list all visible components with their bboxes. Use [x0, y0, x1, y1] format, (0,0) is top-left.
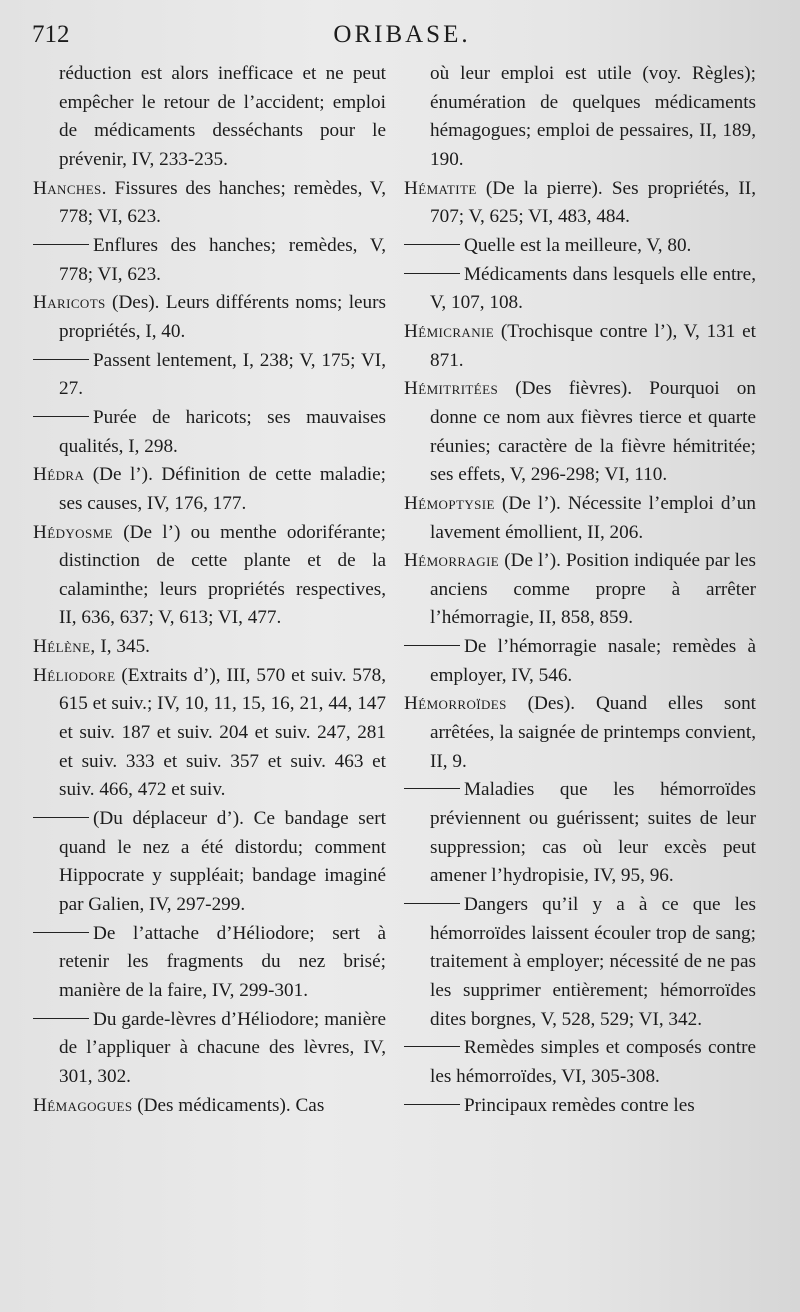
entry-headword: Hédra	[33, 464, 85, 486]
entry-text: Purée de haricots; ses mauvaises qualités, I, 298.	[59, 406, 386, 457]
repeat-dash	[404, 1104, 460, 1105]
index-entry	[33, 404, 386, 461]
index-entry	[404, 776, 756, 891]
entry-headword: Hédyosme	[33, 521, 113, 543]
entry-headword: Hémagogues	[33, 1094, 133, 1116]
index-entry	[33, 519, 386, 634]
index-entry	[33, 175, 386, 232]
entry-text: Du garde-lèvres d’Héliodore; manière de l’appliquer à chacune des lèvres, IV, 301, 302.	[59, 1008, 386, 1087]
entry-headword: Hémorragie	[404, 550, 500, 572]
entry-text: (De l’). Définition de cette maladie; ses causes, IV, 176, 177.	[59, 464, 386, 514]
entry-text: De l’hémorragie nasale; remèdes à employer, IV, 546.	[430, 636, 756, 686]
entry-text: (De l’). Nécessite l’emploi d’un lavement émollient, II, 206.	[430, 492, 756, 543]
index-entry	[404, 318, 756, 375]
page-number: 712	[32, 21, 70, 48]
entry-headword: Hématite	[404, 177, 477, 199]
repeat-dash	[404, 903, 460, 904]
entry-text: Quelle est la meilleure, V, 80.	[464, 234, 692, 256]
index-entry	[33, 1092, 386, 1121]
index-entry	[404, 633, 756, 690]
index-entry	[33, 289, 386, 346]
entry-text: (Trochisque contre l’), V, 131 et 871.	[430, 320, 756, 371]
entry-text: (Des médicaments). Cas	[132, 1094, 325, 1116]
index-entry	[404, 490, 756, 547]
index-entry	[404, 547, 756, 633]
entry-text: (De la pierre). Ses propriétés, II, 707; V, 625; VI, 483, 484.	[430, 177, 756, 228]
entry-text: Dangers qu’il y a à ce que les hémorroïdes laissent écouler trop de sang; traitement à employer; nécessité de ne pas les supprimer entièrement; hémorroïdes dites borgnes, V, 528, 529; VI, 342.	[430, 894, 756, 1030]
entry-text: Maladies que les hémorroïdes préviennent ou guérissent; suites de leur suppression; cas où leur excès peut amener l’hydropisie, IV, 95, 96.	[430, 779, 756, 887]
page-header	[32, 18, 772, 52]
entry-text: De l’attache d’Héliodore; sert à retenir les fragments du nez brisé; manière de la faire, IV, 299-301.	[59, 922, 386, 1001]
index-entry	[33, 633, 386, 662]
index-entry	[404, 375, 756, 490]
entry-text: Médicaments dans lesquels elle entre, V, 107, 108.	[430, 263, 756, 314]
index-entry	[33, 1006, 386, 1092]
index-entry	[404, 60, 756, 175]
index-entry	[404, 891, 756, 1034]
index-entry	[33, 461, 386, 518]
index-entry	[33, 347, 386, 404]
entry-headword: Hanches.	[33, 177, 107, 199]
entry-text: Passent lentement, I, 238; V, 175; VI, 27.	[59, 349, 386, 400]
entry-text: (Du déplaceur d’). Ce bandage sert quand le nez a été distordu; comment Hippocrate y suppléait; bandage imaginé par Galien, IV, 297-299.	[59, 808, 386, 916]
entry-headword: Hélène,	[33, 636, 96, 658]
entry-text: où leur emploi est utile (voy. Règles); énumération de quelques médicaments hémagogues; emploi de pessaires, II, 189, 190.	[430, 63, 756, 170]
index-entry	[404, 690, 756, 776]
repeat-dash	[33, 1018, 89, 1019]
entry-text: Principaux remèdes contre les	[464, 1094, 695, 1116]
index-entry	[33, 662, 386, 805]
entry-text: Enflures des hanches; remèdes, V, 778; VI, 623.	[59, 234, 386, 285]
entry-text: (Des fièvres). Pourquoi on donne ce nom aux fièvres tierce et quarte réunies; caractère de la fièvre hémitritée; ses effets, V, 296-298; VI, 110.	[430, 378, 756, 486]
entry-headword: Hémoptysie	[404, 492, 495, 514]
entry-headword: Héliodore	[33, 664, 116, 686]
running-title: ORIBASE.	[333, 21, 471, 48]
entry-text: I, 345.	[95, 636, 150, 658]
entry-text: Remèdes simples et composés contre les hémorroïdes, VI, 305-308.	[430, 1037, 756, 1087]
repeat-dash	[404, 273, 460, 274]
repeat-dash	[33, 359, 89, 360]
index-entry	[404, 1034, 756, 1091]
repeat-dash	[404, 1046, 460, 1047]
entry-headword: Hémorroïdes	[404, 693, 507, 715]
repeat-dash	[404, 244, 460, 245]
entry-headword: Haricots	[33, 292, 106, 314]
right-column	[404, 60, 756, 1120]
repeat-dash	[33, 416, 89, 417]
entry-headword: Hémitritées	[404, 378, 499, 400]
index-entry	[33, 805, 386, 920]
entry-text: (Des). Quand elles sont arrêtées, la saignée de printemps convient, II, 9.	[430, 693, 756, 772]
entry-headword: Hémicranie	[404, 320, 495, 342]
index-entry	[33, 60, 386, 175]
left-column	[33, 60, 386, 1120]
repeat-dash	[33, 932, 89, 933]
repeat-dash	[33, 244, 89, 245]
repeat-dash	[33, 817, 89, 818]
index-entry	[404, 1092, 756, 1121]
entry-text: (Extraits d’), III, 570 et suiv. 578, 615 et suiv.; IV, 10, 11, 15, 16, 21, 44, 147 et suiv. 187 et suiv. 204 et suiv. 247, 281 et suiv. 333 et suiv. 357 et suiv. 463 et suiv. 466, 472 et suiv.	[59, 664, 386, 801]
index-entry	[33, 920, 386, 1006]
index-entry	[33, 232, 386, 289]
entry-text: (Des). Leurs différents noms; leurs propriétés, I, 40.	[59, 292, 386, 342]
entry-text: réduction est alors inefficace et ne peut empêcher le retour de l’accident; emploi de médicaments desséchants pour le prévenir, IV, 233-235.	[59, 63, 386, 170]
entry-text: (De l’). Position indiquée par les anciens comme propre à arrêter l’hémorragie, II, 858, 859.	[430, 550, 756, 629]
repeat-dash	[404, 788, 460, 789]
repeat-dash	[404, 645, 460, 646]
index-entry	[404, 175, 756, 232]
entry-text: (De l’) ou menthe odoriférante; distinction de cette plante et de la calaminthe; leurs propriétés respectives, II, 636, 637; V, 613; VI, 477.	[59, 521, 386, 629]
index-entry	[404, 261, 756, 318]
entry-text: Fissures des hanches; remèdes, V, 778; VI, 623.	[59, 177, 386, 228]
index-entry	[404, 232, 756, 261]
